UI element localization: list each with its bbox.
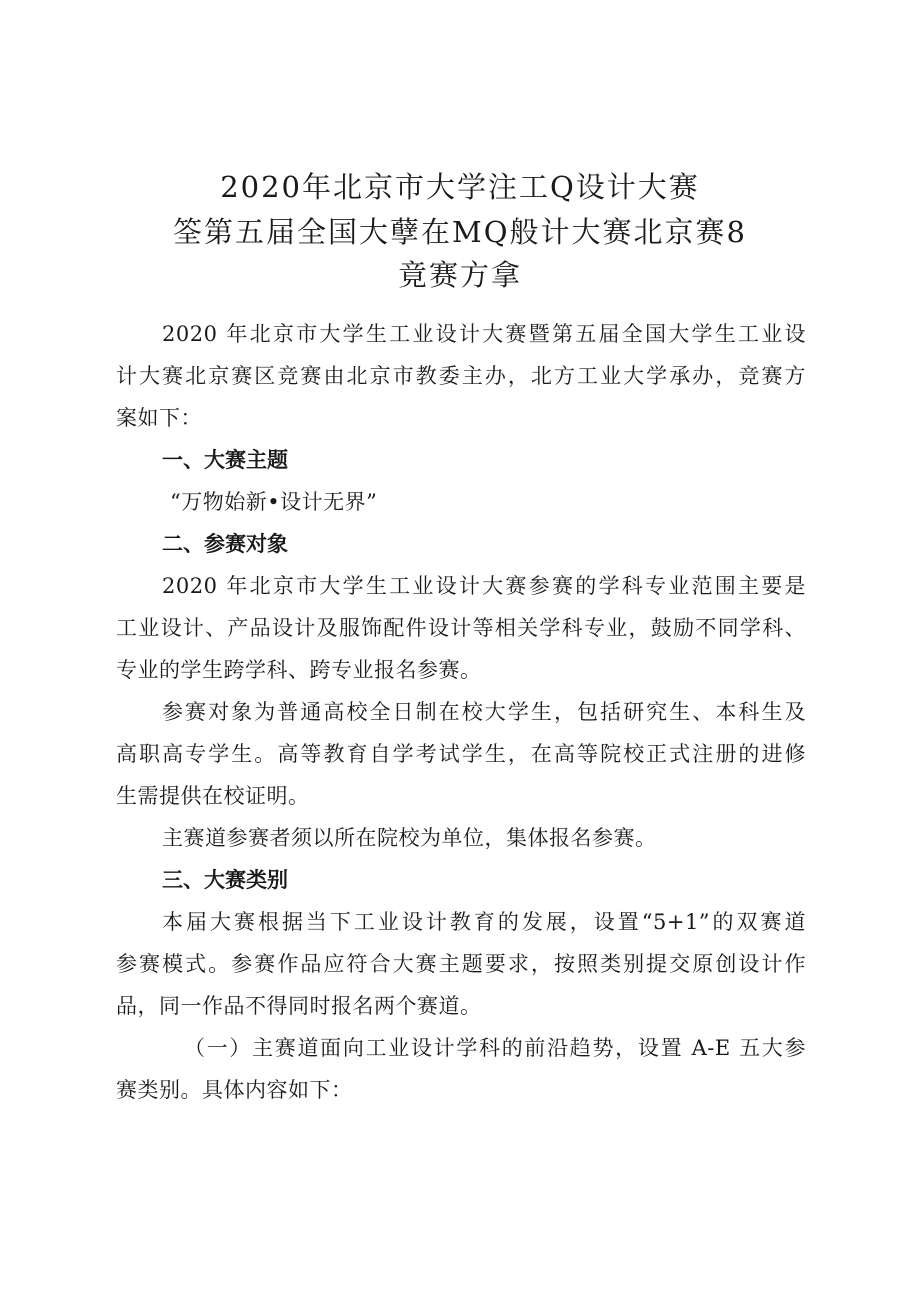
- participants-p1-line-2: 工业设计、产品设计及服饰配件设计等相关学科专业，鼓励不同学科、: [116, 616, 806, 640]
- categories-p1-line-3: 品，同一作品不得同时报名两个赛道。: [116, 994, 482, 1018]
- intro-line-3: 案如下：: [116, 406, 202, 430]
- participants-p2-line-1: 参赛对象为普通高校全日制在校大学生，包括研究生、本科生及: [162, 700, 806, 724]
- participants-p1-line-1: 2020 年北京市大学生工业设计大赛参赛的学科专业范围主要是: [162, 574, 806, 598]
- section-heading-categories: 三、大赛类别: [162, 868, 288, 892]
- participants-p2-line-2: 高职高专学生。高等教育自学考试学生，在高等院校正式注册的进修: [116, 742, 806, 766]
- theme-text: “万物始新•设计无界”: [170, 490, 378, 514]
- categories-p1-line-1: 本届大赛根据当下工业设计教育的发展，设置“5+1”的双赛道: [162, 910, 806, 934]
- participants-p2-line-3: 生需提供在校证明。: [116, 784, 310, 808]
- title-line-2: 筌第五届全国大孽在MQ般计大赛北京赛8: [173, 215, 747, 249]
- section-heading-participants: 二、参赛对象: [162, 532, 288, 556]
- title-line-3: 竟赛方拿: [397, 258, 522, 292]
- intro-line-2: 计大赛北京赛区竞赛由北京市教委主办，北方工业大学承办，竞赛方: [116, 364, 806, 388]
- categories-p2-line-2: 赛类别。具体内容如下：: [116, 1078, 353, 1102]
- categories-p2-line-1: （一）主赛道面向工业设计学科的前沿趋势，设置 A-E 五大参: [184, 1036, 806, 1060]
- participants-p1-line-3: 专业的学生跨学科、跨专业报名参赛。: [116, 658, 482, 682]
- section-heading-theme: 一、大赛主题: [162, 448, 288, 472]
- categories-p1-line-2: 参赛模式。参赛作品应符合大赛主题要求，按照类别提交原创设计作: [116, 952, 806, 976]
- intro-line-1: 2020 年北京市大学生工业设计大赛暨第五届全国大学生工业设: [162, 322, 806, 346]
- participants-p3-line-1: 主赛道参赛者须以所在院校为单位，集体报名参赛。: [162, 826, 657, 850]
- title-line-1: 2020年北京市大学注工Q设计大赛: [220, 170, 700, 204]
